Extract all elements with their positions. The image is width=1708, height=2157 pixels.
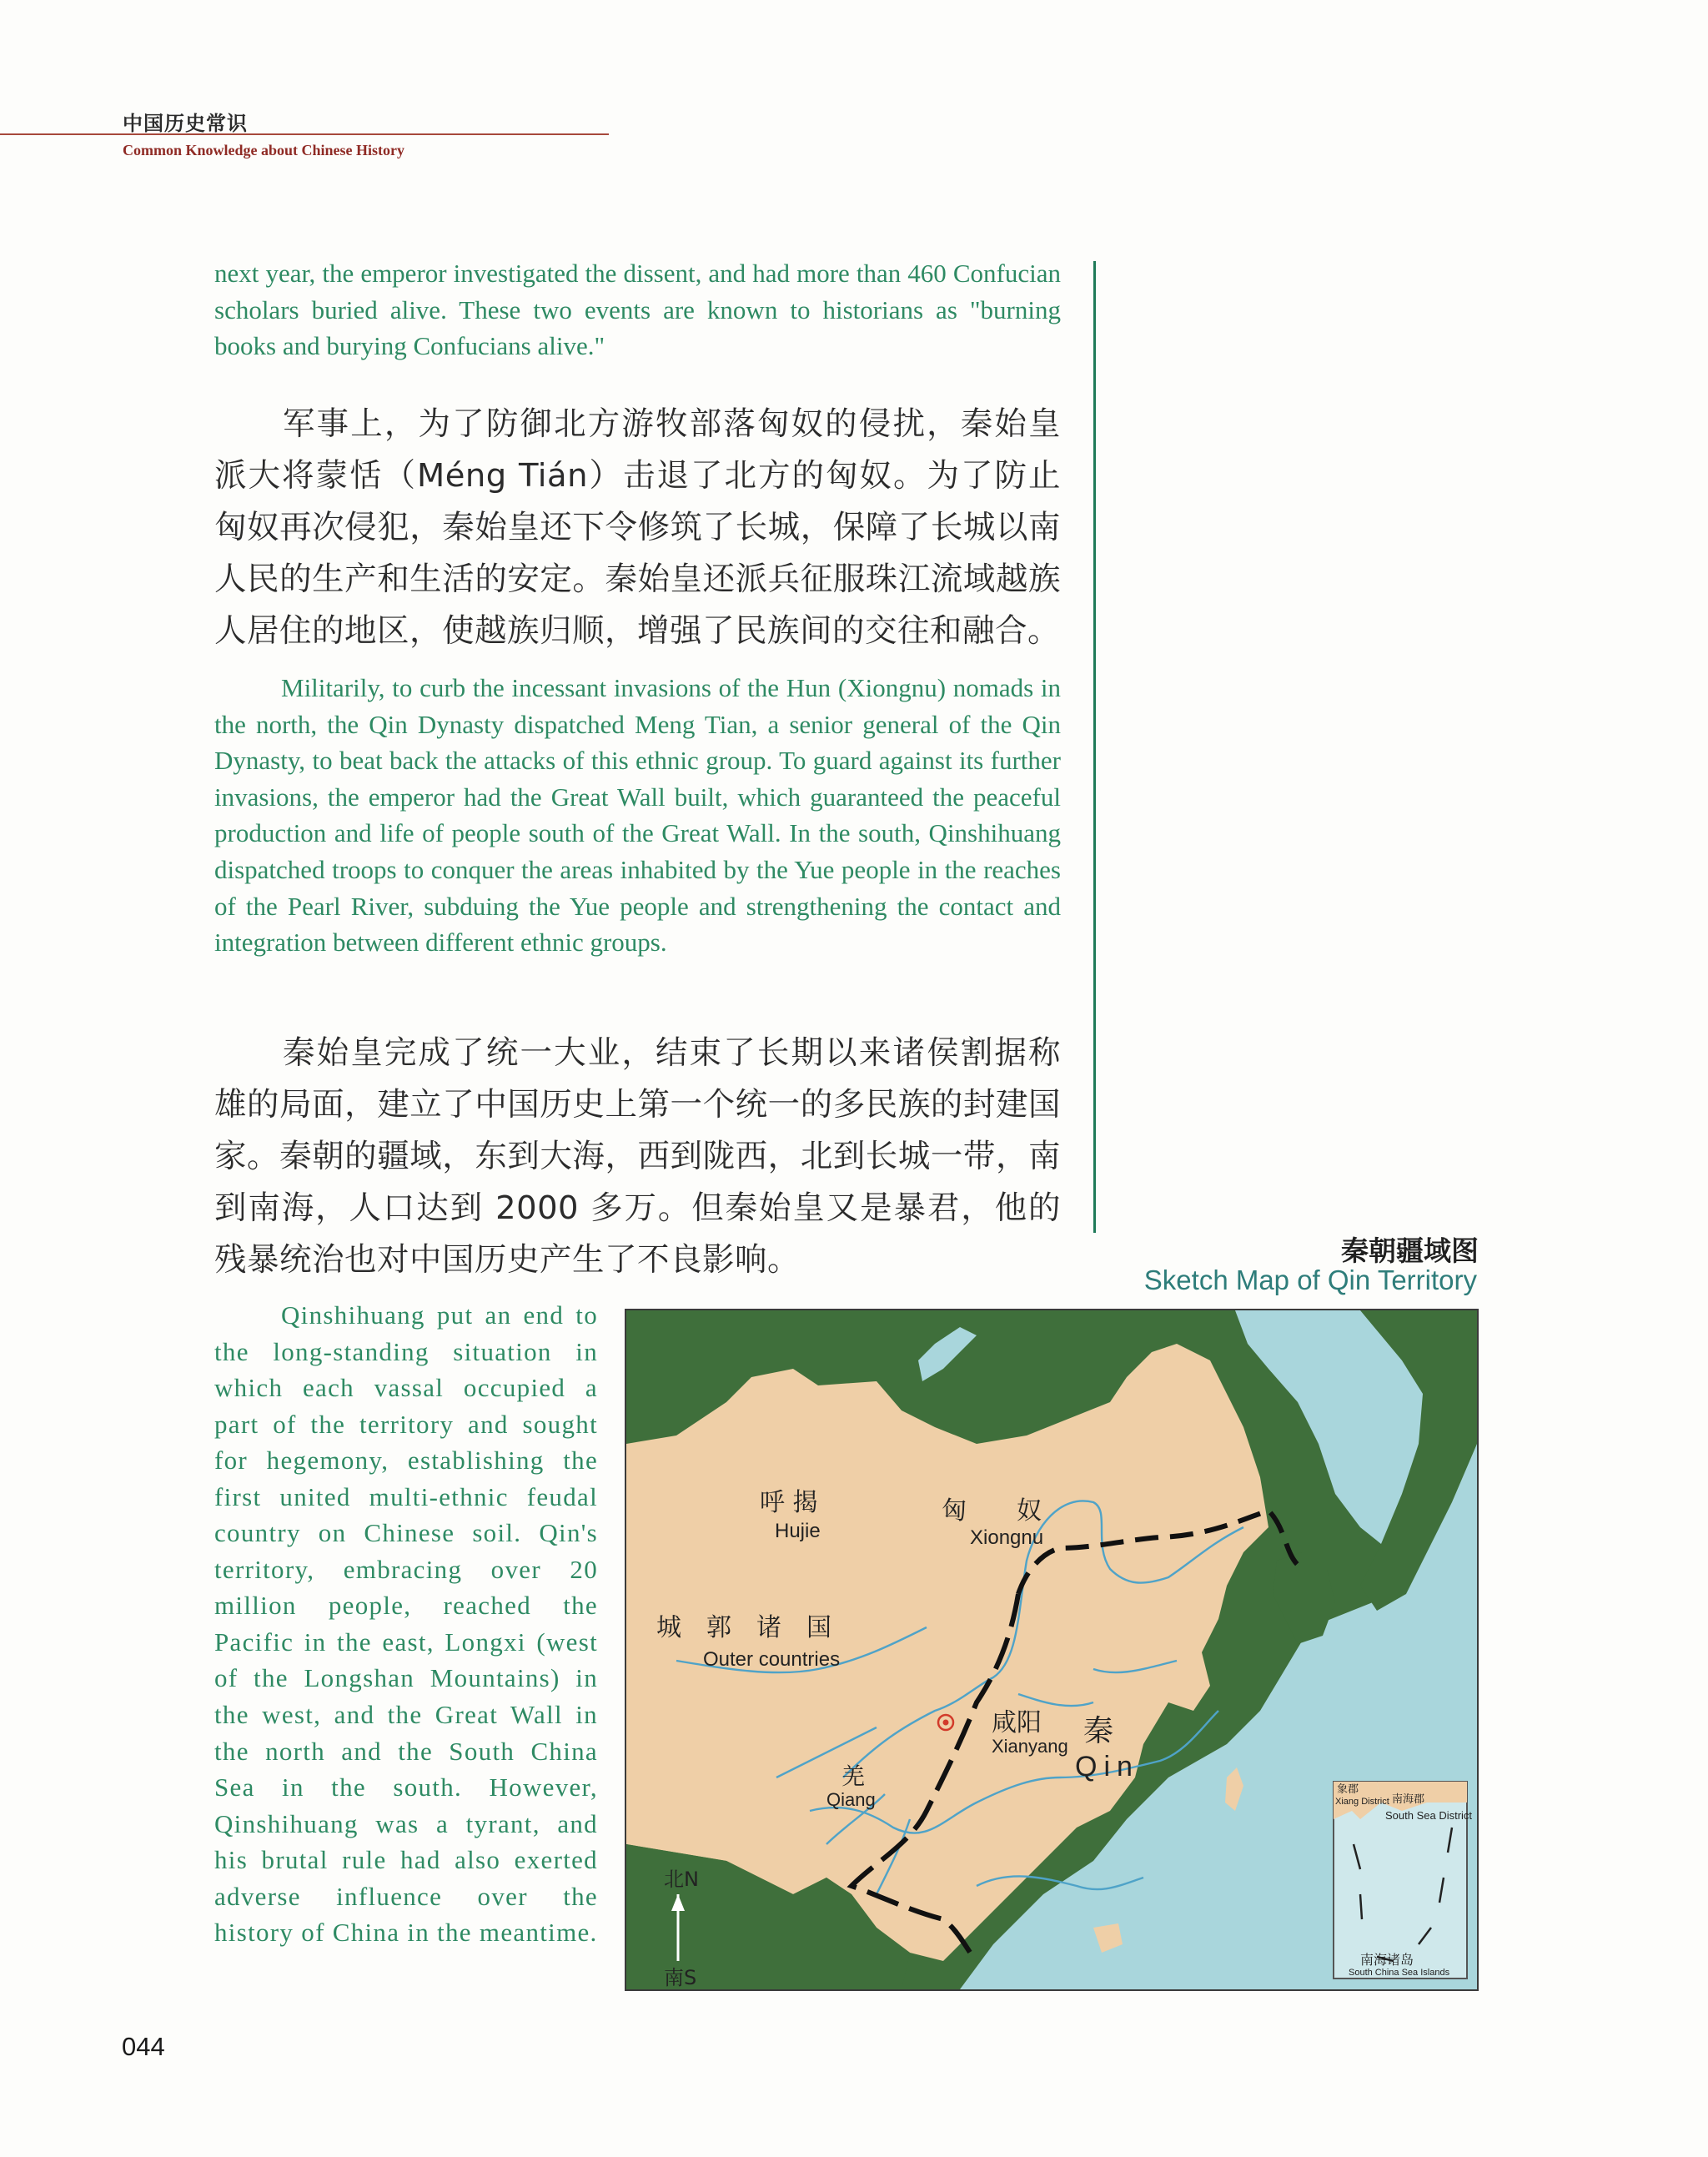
label-outer-cn: 城 郭 诸 国 <box>656 1613 831 1642</box>
label-xiongnu-cn: 匈 奴 <box>942 1496 1042 1526</box>
inset-xiang-cn: 象郡 <box>1337 1783 1359 1796</box>
inset-islands-en: South China Sea Islands <box>1349 1968 1450 1978</box>
column-divider <box>1093 261 1096 1233</box>
inset-islands-cn: 南海诸岛 <box>1360 1952 1414 1968</box>
header-rule <box>0 133 609 135</box>
running-header-chinese: 中国历史常识 <box>123 111 248 135</box>
inset-xiang-en: Xiang District <box>1335 1797 1389 1807</box>
label-hujie-en: Hujie <box>775 1520 821 1542</box>
inset-nanhai-cn: 南海郡 <box>1392 1793 1425 1806</box>
label-hujie-cn: 呼 揭 <box>760 1488 818 1517</box>
label-xianyang-cn: 咸阳 <box>992 1708 1042 1737</box>
label-xianyang-en: Xianyang <box>992 1736 1068 1757</box>
label-xiongnu-en: Xiongnu <box>970 1526 1044 1549</box>
label-outer-en: Outer countries <box>703 1648 841 1671</box>
label-qin-cn: 秦 <box>1083 1714 1114 1748</box>
paragraph-english-2: Militarily, to curb the incessant invasions of the Hun (Xiongnu) nomads in the north, the Qin Dynasty dispatched Meng Tian, a senior general of the Qin Dynasty, to beat back the attacks of this ethnic group. To guard against its further invasions, the emperor had the Great Wall built, which guaranteed the peaceful production and life of people south of the Great Wall. In the south, Qinshihuang dispatched troops to conquer the areas inhabited by the Yue people in the reaches of the Pearl River, subduing the Yue people and strengthening the contact and integration between different ethnic groups. <box>214 673 1061 958</box>
label-qin-en: Qin <box>1075 1751 1139 1782</box>
label-qiang-cn: 羌 <box>841 1762 866 1790</box>
compass-north-label: 北N <box>664 1868 699 1891</box>
paragraph-chinese-2: 秦始皇完成了统一大业，结束了长期以来诸侯割据称雄的局面，建立了中国历史上第一个统一的多民族的封建国家。秦朝的疆域，东到大海，西到陇西，北到长城一带，南到南海，人口达到 2000 多万。但秦始皇又是暴君，他的残暴统治也对中国历史产生了不良影响。 <box>214 1034 1061 1279</box>
label-qiang-en: Qiang <box>826 1789 876 1810</box>
qin-territory-map <box>625 1309 1479 1991</box>
page-number: 044 <box>122 2032 165 2061</box>
map-caption-english: Sketch Map of Qin Territory <box>1143 1265 1477 1295</box>
map-caption-chinese: 秦朝疆域图 <box>1341 1234 1479 1267</box>
paragraph-chinese-1: 军事上，为了防御北方游牧部落匈奴的侵扰，秦始皇派大将蒙恬（Méng Tián）击退了北方的匈奴。为了防止匈奴再次侵犯，秦始皇还下令修筑了长城，保障了长城以南人民的生产和生活的安定。秦始皇还派兵征服珠江流域越族人居住的地区，使越族归顺，增强了民族间的交往和融合。 <box>214 405 1061 650</box>
running-header-english: Common Knowledge about Chinese History <box>123 142 405 158</box>
inset-nanhai-en: South Sea District <box>1385 1809 1473 1822</box>
xianyang-marker-dot <box>943 1720 949 1726</box>
paragraph-english-1: next year, the emperor investigated the dissent, and had more than 460 Confucian scholars buried alive. These two events are known to historians as "burning books and burying Confucians alive." <box>214 259 1061 361</box>
compass-south-label: 南S <box>664 1966 697 1989</box>
south-china-sea-inset <box>1334 1782 1472 1979</box>
paragraph-english-3: Qinshihuang put an end to the long-standing situation in which each vassal occupied a part of the territory and sought for hegemony, establishing the first united multi-ethnic feudal country on Chinese soil. Qin's territory, embracing over 20 million people, reached the Pacific in the east, Longxi (west of the Longshan Mountains) in the west, and the Great Wall in the north and the South China Sea in the south. However, Qinshihuang was a tyrant, and his brutal rule had also exerted adverse influence over the history of China in the meantime. <box>214 1300 598 1948</box>
